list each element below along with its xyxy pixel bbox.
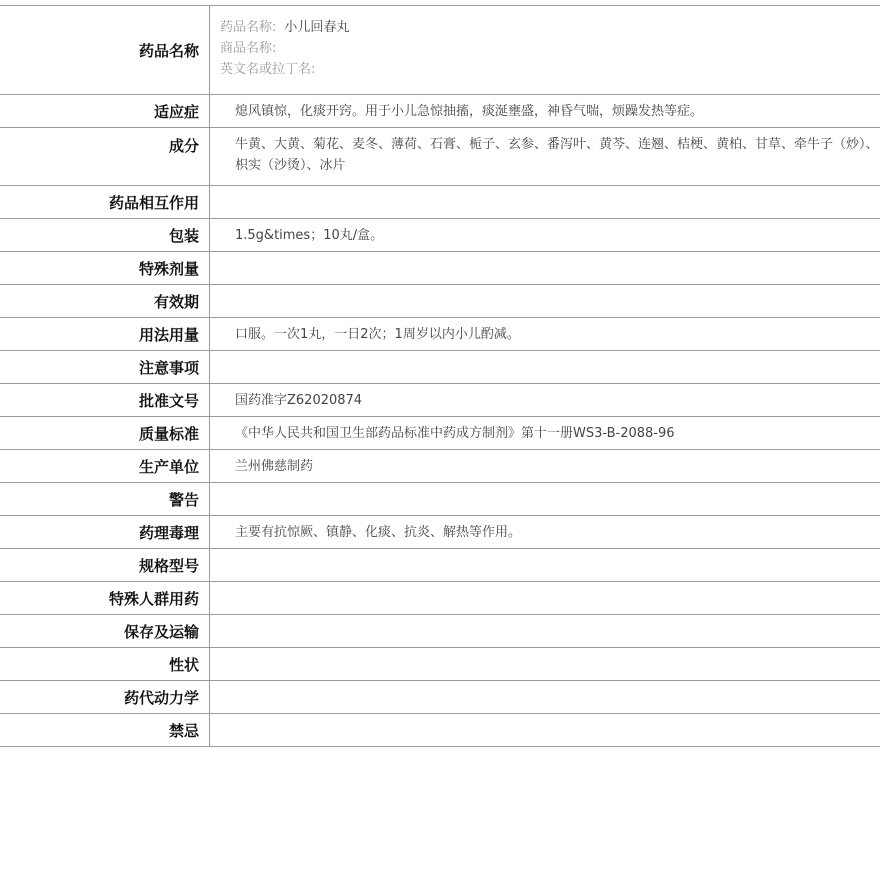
row-value: 主要有抗惊厥、镇静、化痰、抗炎、解热等作用。 [210,516,880,549]
row-label: 用法用量 [0,318,210,351]
row-value: 1.5g&times；10丸/盒。 [210,219,880,252]
row-shelf-life [0,285,880,318]
row-appearance [0,648,880,681]
row-label: 批准文号 [0,384,210,417]
row-label: 质量标准 [0,417,210,450]
row-label: 保存及运输 [0,615,210,648]
row-interactions [0,186,880,219]
row-label: 警告 [0,483,210,516]
english-name-label: 英文名或拉丁名: [220,62,316,77]
row-label: 规格型号 [0,549,210,582]
row-storage [0,615,880,648]
row-value [210,615,880,648]
row-approval-number [0,384,880,417]
row-label: 特殊剂量 [0,252,210,285]
row-label: 药品相互作用 [0,186,210,219]
row-label: 成分 [0,128,210,186]
row-label: 包装 [0,219,210,252]
drug-info-table [0,5,880,747]
row-manufacturer [0,450,880,483]
generic-name-value: 小儿回春丸 [284,20,350,35]
row-label: 特殊人群用药 [0,582,210,615]
row-value [210,351,880,384]
row-value: 兰州佛慈制药 [210,450,880,483]
row-pharmacology [0,516,880,549]
trade-name-label: 商品名称: [220,41,277,56]
row-label: 适应症 [0,95,210,128]
row-label: 药代动力学 [0,681,210,714]
row-label: 药品名称 [0,6,210,95]
row-label: 生产单位 [0,450,210,483]
row-value [210,549,880,582]
row-value: 国药准字Z62020874 [210,384,880,417]
row-contraindications [0,714,880,747]
row-label: 禁忌 [0,714,210,747]
row-quality-standard [0,417,880,450]
row-label: 注意事项 [0,351,210,384]
row-ingredients [0,128,880,186]
row-precautions [0,351,880,384]
row-pharmacokinetics [0,681,880,714]
row-value: 口服。一次1丸，一日2次；1周岁以内小儿酌减。 [210,318,880,351]
row-label: 性状 [0,648,210,681]
row-label: 有效期 [0,285,210,318]
row-label: 药理毒理 [0,516,210,549]
row-value [210,285,880,318]
row-drug-name [0,6,880,95]
row-special-populations [0,582,880,615]
row-value [210,186,880,219]
row-value [210,483,880,516]
row-specification [0,549,880,582]
row-indications [0,95,880,128]
row-value: 牛黄、大黄、菊花、麦冬、薄荷、石膏、栀子、玄参、番泻叶、黄芩、连翘、桔梗、黄柏、甘草、牵牛子（炒）、枳实（沙烫）、冰片 [210,128,880,186]
row-value [210,252,880,285]
row-dosage [0,318,880,351]
row-warning [0,483,880,516]
row-value: 《中华人民共和国卫生部药品标准中药成方制剂》第十一册WS3-B-2088-96 [210,417,880,450]
generic-name-label: 药品名称: [220,20,277,35]
row-value [210,648,880,681]
row-value [210,681,880,714]
row-value [210,714,880,747]
drug-name-cell [210,6,880,95]
row-packaging [0,219,880,252]
row-special-dosage [0,252,880,285]
row-value [210,582,880,615]
row-value: 熄风镇惊，化痰开窍。用于小儿急惊抽搐，痰涎壅盛，神昏气喘，烦躁发热等症。 [210,95,880,128]
